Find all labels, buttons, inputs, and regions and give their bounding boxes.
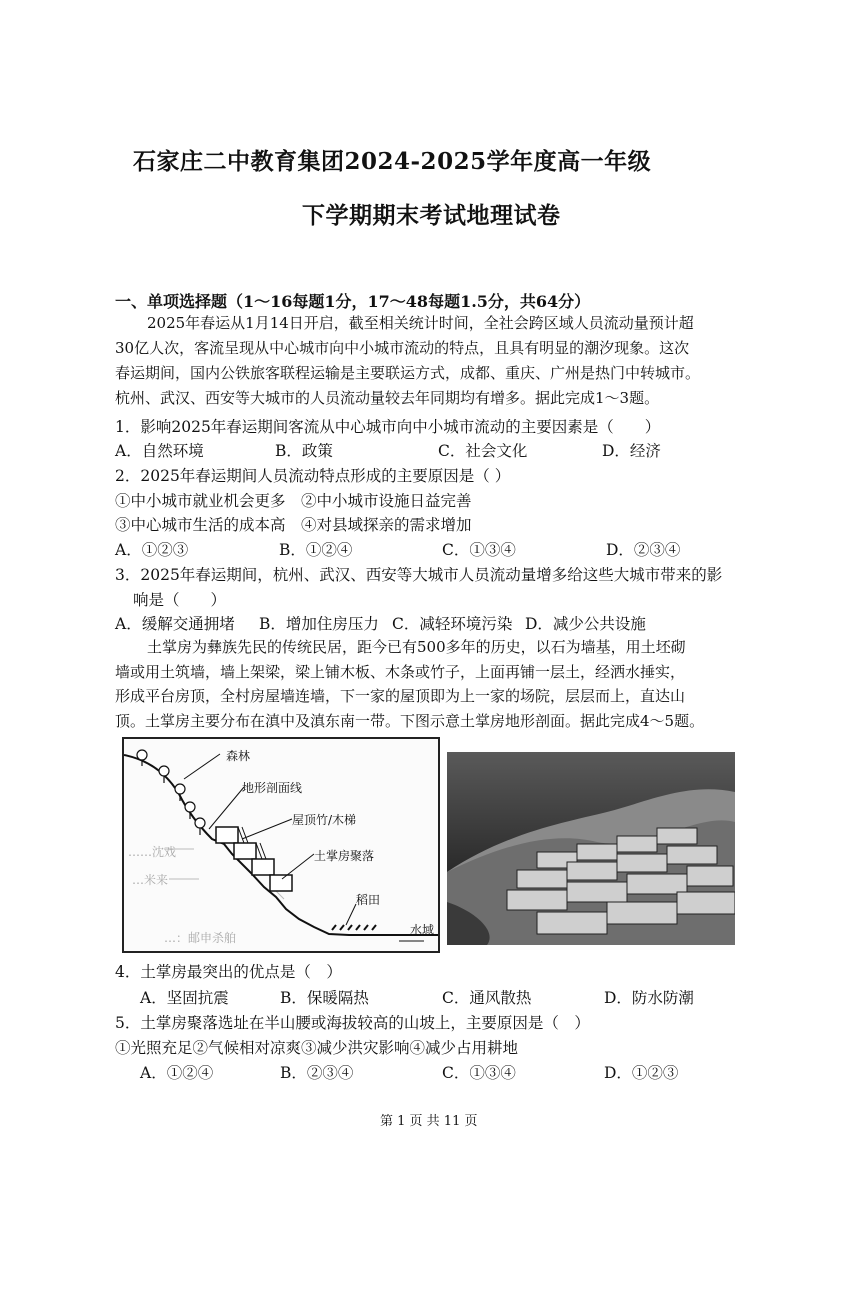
option-row (115, 538, 680, 560)
section-heading: 一、单项选择题（1～16每题1分，17～48每题1.5分，共64分） (115, 292, 591, 311)
question-stem: 3．2025年春运期间，杭州、武汉、西安等大城市人员流动量增多给这些大城市带来的影 (115, 566, 723, 584)
house (234, 843, 256, 859)
option-row (115, 612, 646, 634)
option-a: A．坚固抗震 (140, 989, 229, 1007)
label-village: 土掌房聚落 (314, 849, 375, 863)
page-subtitle: 下学期期末考试地理试卷 (302, 202, 561, 229)
passage-line: 30亿人次，客流呈现从中心城市向中小城市流动的特点，且具有明显的潮汐现象。这次 (115, 339, 690, 357)
option-c: C．①③④ (442, 541, 516, 559)
tree-icon (195, 818, 205, 828)
faint-text: ……沈戏 (128, 845, 177, 859)
tree-icon (185, 802, 195, 812)
option-a: A．自然环境 (115, 442, 204, 460)
option-d: D．②③④ (606, 541, 681, 559)
tree-icon (137, 750, 147, 760)
label-paddy: 稻田 (356, 893, 381, 907)
option-a: A．①②④ (140, 1064, 214, 1082)
passage-line: 杭州、武汉、西安等大城市的人员流动量较去年同期均有增多。据此完成1～3题。 (115, 389, 660, 407)
label-water: 水域 (410, 923, 435, 937)
question-stem: 2．2025年春运期间人员流动特点形成的主要原因是（ ） (115, 467, 511, 485)
question-stem: 5．土掌房聚落选址在半山腰或海拔较高的山坡上，主要原因是（ ） (115, 1014, 590, 1032)
label-roof: 屋顶竹/木梯 (292, 813, 357, 827)
option-b: B．保暖隔热 (280, 989, 369, 1007)
option-b: B．②③④ (280, 1064, 354, 1082)
option-b: B．增加住房压力 (259, 615, 379, 633)
village-photo (447, 752, 735, 945)
house (270, 875, 292, 891)
terrain-profile-figure (122, 737, 440, 953)
passage-line: 土掌房为彝族先民的传统民居，距今已有500多年的历史，以石为墙基，用土坯砌 (147, 638, 686, 656)
paddy-marks (332, 925, 376, 930)
faint-text: …米来 (132, 873, 169, 887)
option-d: D．①②③ (604, 1064, 679, 1082)
tree-icon (159, 766, 169, 776)
statement-line: ③中心城市生活的成本高 ④对县域探亲的需求增加 (115, 516, 472, 534)
option-c: C．①③④ (442, 1064, 516, 1082)
statement-line: ①中小城市就业机会更多 ②中小城市设施日益完善 (115, 492, 472, 510)
passage-line: 2025年春运从1月14日开启，截至相关统计时间，全社会跨区域人员流动量预计超 (147, 314, 694, 332)
passage-line: 形成平台房顶，全村房屋墙连墙，下一家的屋顶即为上一家的场院，层层而上，直达山 (115, 687, 686, 705)
option-a: A．①②③ (115, 541, 189, 559)
page-title: 石家庄二中教育集团2024-2025学年度高一年级 (133, 148, 652, 175)
house (252, 859, 274, 875)
passage-line: 墙或用土筑墙，墙上架梁，梁上铺木板、木条或竹子，上面再铺一层土，经洒水捶实， (115, 663, 686, 681)
passage-line: 顶。土掌房主要分布在滇中及滇东南一带。下图示意土掌房地形剖面。据此完成4～5题。 (115, 712, 705, 730)
option-d: D．减少公共设施 (525, 615, 646, 633)
option-d: D．防水防潮 (604, 989, 694, 1007)
option-b: B．政策 (275, 442, 333, 460)
option-row (140, 986, 694, 1008)
question-stem-cont: 响是（ ） (133, 591, 227, 609)
option-row (140, 1061, 678, 1083)
passage-line: 春运期间，国内公铁旅客联程运输是主要联运方式，成都、重庆、广州是热门中转城市。 (115, 364, 701, 382)
statement-line: ①光照充足②气候相对凉爽③减少洪灾影响④减少占用耕地 (115, 1039, 519, 1057)
tree-icon (175, 784, 185, 794)
option-c: C．减轻环境污染 (392, 615, 513, 633)
page-number: 第 1 页 共 11 页 (380, 1114, 478, 1129)
house (216, 827, 238, 843)
label-forest: 森林 (226, 749, 251, 763)
option-c: C．社会文化 (438, 442, 528, 460)
option-row (115, 439, 661, 461)
label-profile: 地形剖面线 (242, 781, 303, 795)
question-stem: 1．影响2025年春运期间客流从中心城市向中小城市流动的主要因素是（ ） (115, 418, 661, 436)
question-stem: 4．土掌房最突出的优点是（ ） (115, 963, 342, 981)
option-c: C．通风散热 (442, 989, 532, 1007)
houses (216, 827, 292, 891)
option-b: B．①②④ (279, 541, 353, 559)
option-a: A．缓解交通拥堵 (115, 615, 235, 633)
faint-text: …：邮申杀舶 (164, 931, 237, 945)
village-photo-drawing (447, 752, 735, 945)
option-d: D．经济 (602, 442, 661, 460)
